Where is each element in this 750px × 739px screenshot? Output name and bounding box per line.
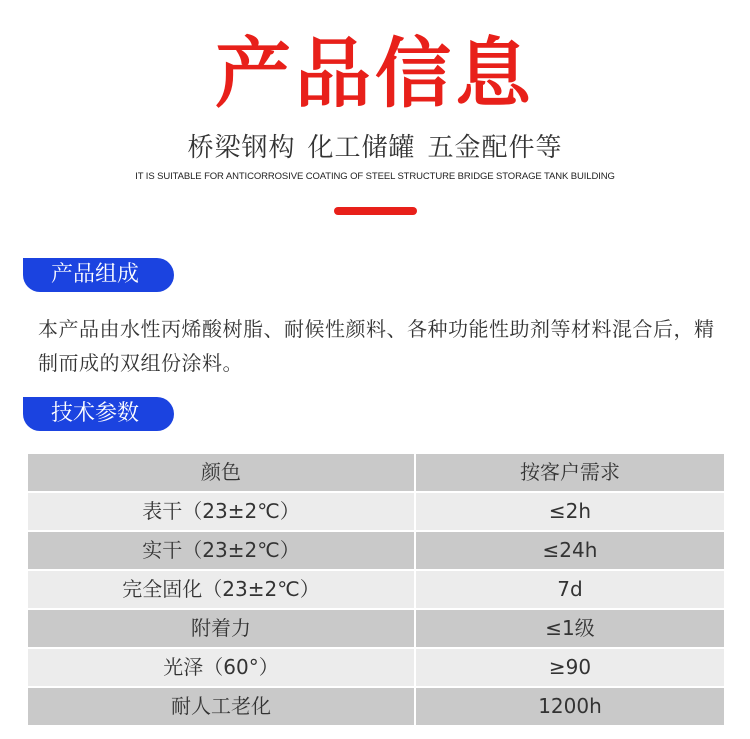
param-value: ≥90 xyxy=(414,649,724,686)
param-value: ≤1级 xyxy=(414,610,724,647)
param-value: 7d xyxy=(414,571,724,608)
title-divider xyxy=(334,207,417,215)
subtitle-part: 五金配件等 xyxy=(427,133,563,163)
subtitle-part: 化工储罐 xyxy=(307,133,416,163)
table-row xyxy=(28,649,724,686)
param-name: 实干（23±2℃） xyxy=(28,532,414,569)
param-value: ≤2h xyxy=(414,493,724,530)
param-name: 完全固化（23±2℃） xyxy=(28,571,414,608)
param-name: 耐人工老化 xyxy=(28,688,414,725)
table-row xyxy=(28,532,724,569)
param-name: 光泽（60°） xyxy=(28,649,414,686)
parameters-table xyxy=(28,452,724,727)
table-row xyxy=(28,493,724,530)
param-name: 附着力 xyxy=(28,610,414,647)
composition-text: 本产品由水性丙烯酸树脂、耐候性颜料、各种功能性助剂等材料混合后，精制而成的双组份涂料。 xyxy=(38,317,715,375)
subtitle-part: 桥梁钢构 xyxy=(187,133,296,163)
param-name: 颜色 xyxy=(28,454,414,491)
english-tagline: IT IS SUITABLE FOR ANTICORROSIVE COATING OF STEEL STRUCTURE BRIDGE STORAGE TANK BUILDING xyxy=(135,171,615,182)
page-title: 产品信息 xyxy=(215,29,535,118)
param-value: 1200h xyxy=(414,688,724,725)
param-value: ≤24h xyxy=(414,532,724,569)
table-row xyxy=(28,610,724,647)
page-subtitle xyxy=(0,128,750,168)
param-value: 按客户需求 xyxy=(414,454,724,491)
section-heading-parameters: 技术参数 xyxy=(23,397,174,431)
section-heading-composition: 产品组成 xyxy=(23,258,174,292)
param-name: 表干（23±2℃） xyxy=(28,493,414,530)
table-row xyxy=(28,688,724,725)
table-row xyxy=(28,454,724,491)
table-row xyxy=(28,571,724,608)
